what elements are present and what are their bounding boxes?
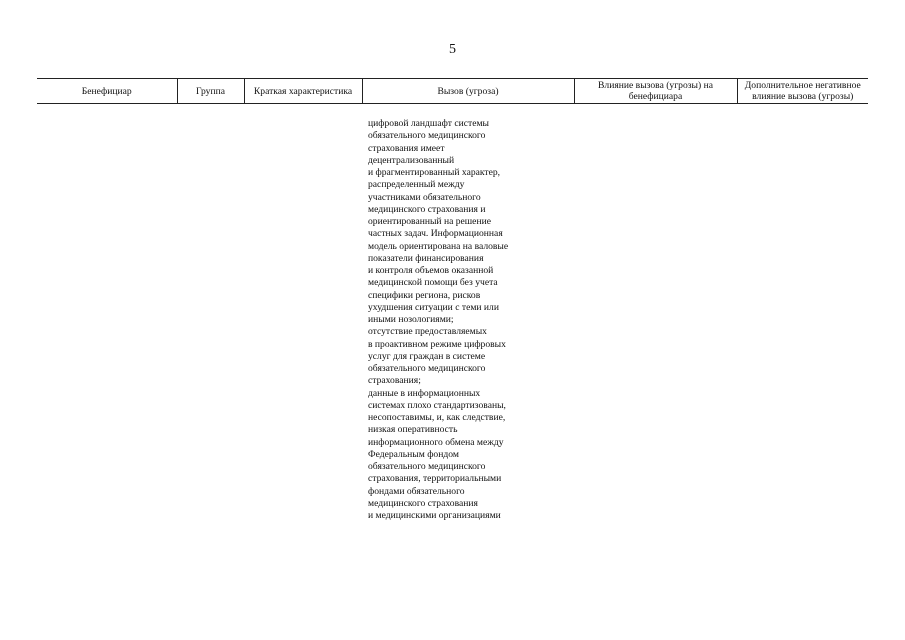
cell-additional-impact <box>737 104 868 523</box>
text-line: показатели финансирования <box>368 252 484 264</box>
text-line: несопоставимы, и, как следствие, <box>368 412 506 423</box>
cell-beneficiary <box>37 104 177 523</box>
text-line: специфики региона, рисков <box>368 289 481 301</box>
text-line: ухудшения ситуации с теми или <box>368 301 499 313</box>
text-line: иными нозологиями; <box>368 314 454 325</box>
text-line: и контроля объемов оказанной <box>368 265 494 276</box>
text-line: ориентированный на решение <box>368 216 491 227</box>
text-line: модель ориентирована на валовые <box>368 240 509 252</box>
text-line: обязательного медицинского <box>368 461 486 472</box>
text-line: участниками обязательного <box>368 191 481 203</box>
text-line: медицинского страхования <box>368 497 478 509</box>
text-line: страхования имеет <box>368 142 445 154</box>
text-line: отсутствие предоставляемых <box>368 326 487 338</box>
header-additional-impact: Дополнительное негативное влияние вызова (угрозы) <box>737 79 868 104</box>
text-line: в проактивном режиме цифровых <box>368 338 506 350</box>
header-impact: Влияние вызова (угрозы) на бенефициара <box>574 79 737 104</box>
text-line: распределенный между <box>368 179 465 191</box>
text-line: информационного обмена между <box>368 436 504 448</box>
text-line: медицинской помощи без учета <box>368 277 498 289</box>
text-line: страхования, территориальными <box>368 473 502 485</box>
cell-short-description <box>244 104 362 523</box>
text-line: частных задач. Информационная <box>368 228 503 240</box>
text-line: обязательного медицинского <box>368 130 486 142</box>
text-line: фондами обязательного <box>368 485 465 497</box>
cell-impact <box>574 104 737 523</box>
header-short-description: Краткая характеристика <box>244 79 362 104</box>
page-number: 5 <box>449 42 456 57</box>
text-line: низкая оперативность <box>368 424 458 436</box>
text-line: страхования; <box>368 375 421 387</box>
text-line: медицинского страхования и <box>368 203 486 215</box>
cell-group <box>177 104 244 523</box>
threats-table <box>37 78 868 522</box>
header-group: Группа <box>177 79 244 104</box>
header-beneficiary: Бенефициар <box>37 79 177 104</box>
text-line: услуг для граждан в системе <box>368 350 486 362</box>
table-header-row <box>37 79 868 104</box>
table-row <box>37 104 868 523</box>
text-line: системах плохо стандартизованы, <box>368 399 506 411</box>
text-line: данные в информационных <box>368 387 481 399</box>
text-line: Федеральным фондом <box>368 448 459 460</box>
header-challenge: Вызов (угроза) <box>362 79 574 104</box>
text-line: и медицинскими организациями <box>368 510 501 521</box>
text-line: и фрагментированный характер, <box>368 167 501 178</box>
text-line: цифровой ландшафт системы <box>368 118 490 129</box>
cell-challenge <box>362 104 574 523</box>
text-line: децентрализованный <box>368 154 455 166</box>
text-line: обязательного медицинского <box>368 363 486 374</box>
